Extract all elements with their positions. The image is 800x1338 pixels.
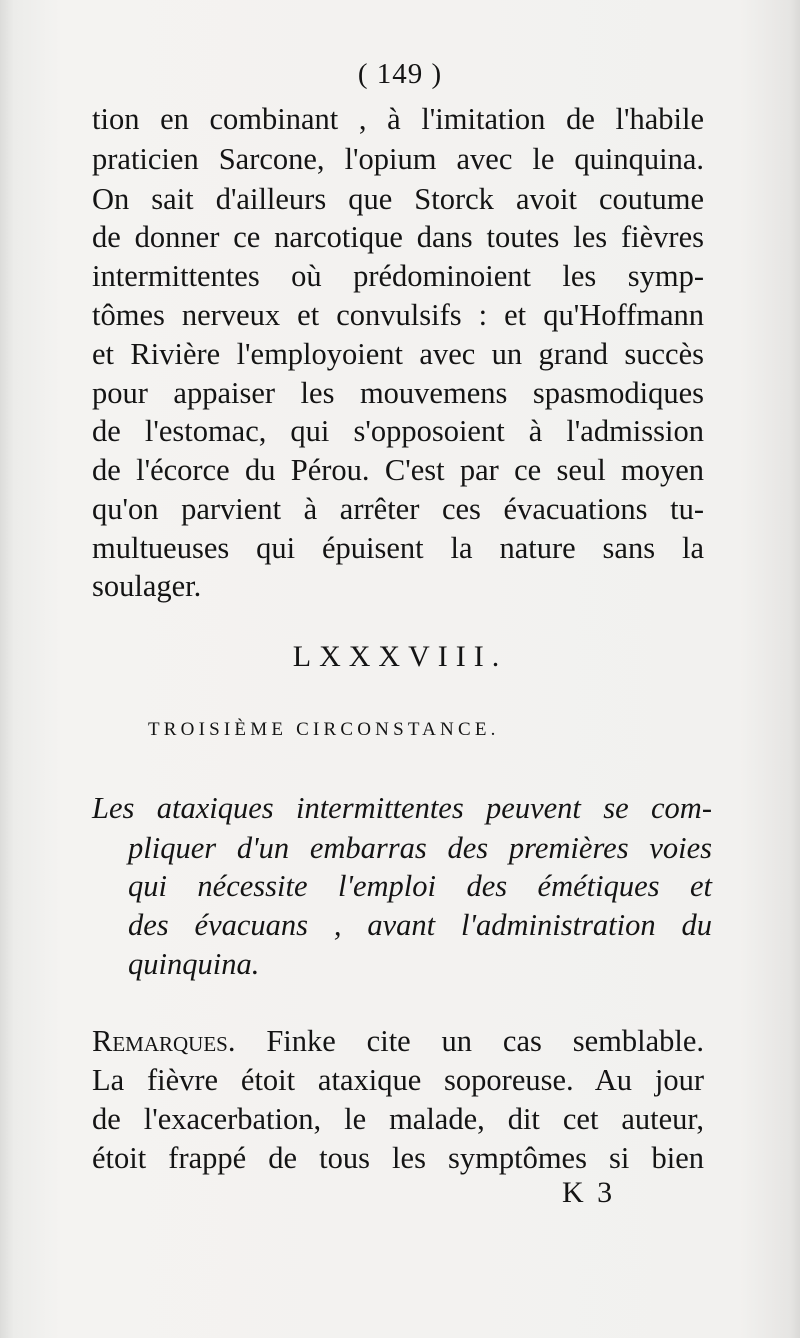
text-line: étoit frappé de tous les symptômes si bien: [92, 1141, 704, 1175]
page-number: ( 149 ): [357, 58, 443, 90]
text-line: La fièvre étoit ataxique soporeuse. Au jour: [92, 1063, 704, 1097]
text-line: de donner ce narcotique dans toutes les fièvres: [92, 220, 704, 254]
text-line: praticien Sarcone, l'opium avec le quinquina.: [92, 142, 704, 176]
text-line: et Rivière l'employoient avec un grand succès: [92, 337, 704, 371]
text-line: tômes nerveux et convulsifs : et qu'Hoffmann: [92, 298, 704, 332]
text-line: tion en combinant , à l'imitation de l'habile: [92, 102, 704, 136]
text-line: de l'estomac, qui s'opposoient à l'admission: [92, 414, 704, 448]
summary-line: pliquer d'un embarras des premières voies: [128, 831, 712, 865]
summary-line: des évacuans , avant l'administration du: [128, 908, 712, 942]
section-number: LXXXVIII.: [292, 640, 508, 673]
text-line: pour appaiser les mouvemens spasmodiques: [92, 376, 704, 410]
remarks-label: Remarques.: [92, 1024, 236, 1058]
signature-mark: K 3: [562, 1176, 616, 1209]
remarks-first-line: [92, 1021, 704, 1061]
text-line: de l'écorce du Pérou. C'est par ce seul moyen: [92, 453, 704, 487]
summary-line: Les ataxiques intermittentes peuvent se com-: [92, 791, 712, 825]
text-line: soulager.: [92, 569, 202, 603]
summary-line: qui nécessite l'emploi des émétiques et: [128, 869, 712, 903]
text-line: intermittentes où prédominoient les symp-: [92, 259, 704, 293]
section-heading: TROISIÈME CIRCONSTANCE.: [148, 719, 500, 740]
text-line: de l'exacerbation, le malade, dit cet auteur,: [92, 1102, 704, 1136]
text-line: qu'on parvient à arrêter ces évacuations tu-: [92, 492, 704, 526]
text-line: On sait d'ailleurs que Storck avoit coutume: [92, 182, 704, 216]
summary-line: quinquina.: [128, 947, 260, 981]
text-line: Finke cite un cas semblable.: [266, 1024, 704, 1058]
text-line: multueuses qui épuisent la nature sans la: [92, 531, 704, 565]
